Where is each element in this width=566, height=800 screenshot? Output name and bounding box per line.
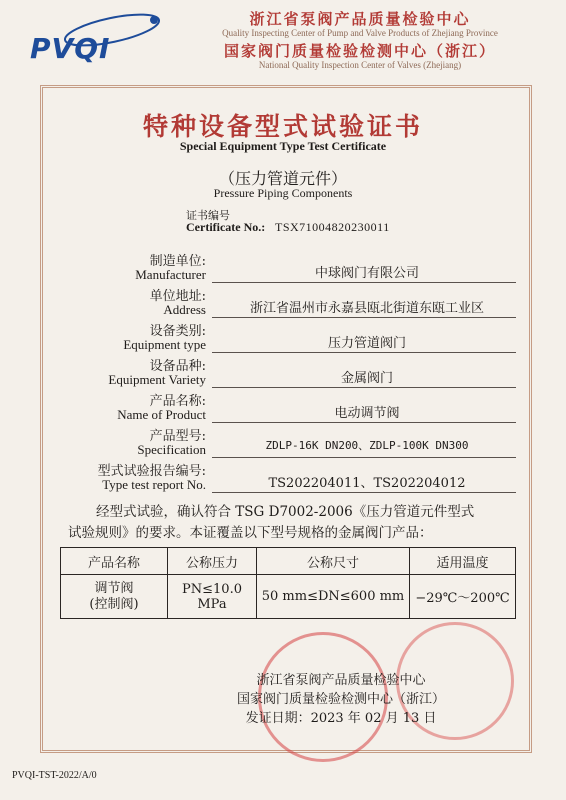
field-label-cn: 设备类别: (149, 324, 206, 339)
signature-org-2: 国家阀门质量检验检测中心（浙江） (236, 692, 445, 707)
pvqi-logo (30, 12, 160, 68)
field-label-cn: 设备品种: (149, 359, 206, 374)
certificate-no-label-en: Certificate No.: (186, 220, 266, 234)
field-label-en: Name of Product (117, 407, 206, 422)
issue-date: 发证日期：2023 年 02 月 13 日 (245, 711, 437, 726)
field-label-cn: 单位地址: (149, 289, 206, 304)
table-cell-size: 50 mm≤DN≤600 mm (257, 575, 410, 619)
table-cell-pressure: PN≤10.0 MPa (168, 575, 257, 619)
field-label-cn: 型式试验报告编号: (97, 464, 206, 479)
field-manufacturer (0, 250, 566, 284)
field-underline (212, 317, 516, 318)
product-name-line-1: 调节阀 (94, 580, 134, 596)
certificate-title-en: Special Equipment Type Test Certificate (179, 139, 387, 153)
field-equipment-variety (0, 355, 566, 389)
field-underline (212, 387, 516, 388)
table-header: 产品名称 (61, 548, 168, 575)
org-name-cn-1: 浙江省泵阀产品质量检验中心 (249, 10, 471, 28)
field-underline (212, 457, 516, 458)
field-specification (0, 425, 566, 459)
field-product-name (0, 390, 566, 424)
certificate-title-cn: 特种设备型式试验证书 (142, 112, 423, 141)
field-value: 浙江省温州市永嘉县瓯北街道东瓯工业区 (249, 301, 484, 316)
field-label-cn: 制造单位: (149, 254, 206, 269)
table-cell-temperature: −29℃～200℃ (410, 575, 516, 619)
certificate-subtitle-en: Pressure Piping Components (213, 186, 353, 200)
conformity-statement (68, 502, 508, 544)
org-name-en-1: Quality Inspecting Center of Pump and Valve Products of Zhejiang Province (222, 28, 498, 38)
field-value: ZDLP-16K DN200、ZDLP-100K DN300 (265, 439, 469, 452)
field-address (0, 285, 566, 319)
field-label-en: Type test report No. (102, 477, 206, 492)
org-name-en-2: National Quality Inspection Center of Valves (Zhejiang) (258, 60, 462, 70)
certificate-number: TSX71004820230011 (275, 220, 390, 234)
table-row (61, 575, 516, 619)
table-header: 公称压力 (168, 548, 257, 575)
logo-text: PVQI (30, 32, 111, 65)
field-equipment-type (0, 320, 566, 354)
field-label-en: Specification (137, 442, 206, 457)
field-label-en: Address (163, 302, 206, 317)
org-name-cn-2: 国家阀门质量检验检测中心（浙江） (223, 42, 496, 60)
field-value: 金属阀门 (340, 371, 393, 386)
field-label-en: Equipment type (123, 337, 206, 352)
statement-line-2: 试验规则》的要求。本证覆盖以下型号规格的金属阀门产品： (68, 525, 433, 541)
field-label-en: Manufacturer (135, 267, 206, 282)
field-value: 压力管道阀门 (327, 336, 406, 351)
statement-line-1: 经型式试验，确认符合 TSG D7002-2006《压力管道元件型式 (96, 504, 475, 520)
table-header: 公称尺寸 (257, 548, 410, 575)
field-label-cn: 产品名称: (149, 394, 206, 409)
certificate-no-label-cn: 证书编号 (186, 209, 230, 222)
product-name-line-2: (控制阀) (89, 596, 139, 612)
field-label-cn: 产品型号: (149, 429, 206, 444)
field-underline (212, 282, 516, 283)
field-value: 电动调节阀 (334, 406, 400, 421)
product-table (60, 547, 516, 619)
table-cell-product-name (61, 575, 168, 619)
field-underline (212, 492, 516, 493)
table-header-row (61, 548, 516, 575)
table-header: 适用温度 (410, 548, 516, 575)
field-underline (212, 352, 516, 353)
field-value: TS202204011、TS202204012 (268, 476, 466, 491)
certificate-subtitle-cn: （压力管道元件） (218, 169, 347, 188)
field-value: 中球阀门有限公司 (314, 266, 419, 281)
field-underline (212, 422, 516, 423)
field-label-en: Equipment Variety (108, 372, 206, 387)
form-code: PVQI-TST-2022/A/0 (12, 770, 97, 781)
field-type-test-report (0, 460, 566, 494)
signature-org-1: 浙江省泵阀产品质量检验中心 (256, 673, 426, 688)
